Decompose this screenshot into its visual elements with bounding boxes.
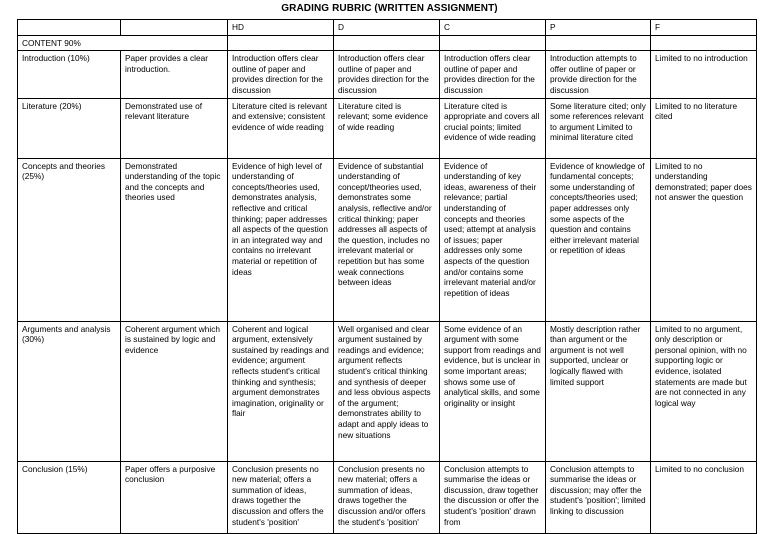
content-band-spacer-c [440, 35, 546, 51]
cell-p: Introduction attempts to offer outline of paper or provide direction for the discussion [546, 51, 651, 98]
cell-c: Literature cited is appropriate and covers all crucial points; limited evidence of wide reading [440, 98, 546, 158]
content-band-row [18, 35, 757, 51]
cell-p: Conclusion attempts to summarise the ideas or discussion; may offer the student's 'position'; limited linking to discussion [546, 461, 651, 533]
table-row [18, 98, 757, 158]
grading-rubric-table [17, 19, 757, 534]
criterion-description: Demonstrated use of relevant literature [121, 98, 228, 158]
criterion-description: Paper provides a clear introduction. [121, 51, 228, 98]
content-band-spacer-hd [228, 35, 334, 51]
cell-f: Limited to no conclusion [651, 461, 757, 533]
header-description-cell [121, 20, 228, 36]
column-header-d: D [334, 20, 440, 36]
content-band-spacer-f [651, 35, 757, 51]
cell-p: Evidence of knowledge of fundamental concepts; some understanding of concepts/theories used; paper addresses only some aspects of the question and contains either irrelevant material or repetition of ideas [546, 158, 651, 321]
cell-hd: Conclusion presents no new material; offers a summation of ideas, draws together the discussion and offers the student's 'position' [228, 461, 334, 533]
cell-c: Evidence of understanding of key ideas, awareness of their relevance; partial understanding of concepts and theories used; attempt at analysis of issues; paper addresses only some aspects of the question and/or contains some irrelevant material and/or repetition of ideas [440, 158, 546, 321]
column-header-p: P [546, 20, 651, 36]
content-band-spacer-p [546, 35, 651, 51]
cell-hd: Literature cited is relevant and extensive; consistent evidence of wide reading [228, 98, 334, 158]
cell-d: Literature cited is relevant; some evidence of wide reading [334, 98, 440, 158]
cell-d: Evidence of substantial understanding of concept/theories used, demonstrates some analysis, reflective and/or critical thinking; paper addresses all aspects of the question, includes no irrelevant material or repetition but has some weak connections between ideas [334, 158, 440, 321]
cell-f: Limited to no introduction [651, 51, 757, 98]
table-row [18, 321, 757, 461]
column-header-c: C [440, 20, 546, 36]
cell-c: Conclusion attempts to summarise the ideas or discussion, draw together the discussion or offer the student's 'position' drawn from [440, 461, 546, 533]
criterion-name: Conclusion (15%) [18, 461, 121, 533]
column-header-f: F [651, 20, 757, 36]
table-row [18, 158, 757, 321]
criterion-description: Paper offers a purposive conclusion [121, 461, 228, 533]
criterion-name: Arguments and analysis (30%) [18, 321, 121, 461]
cell-d: Introduction offers clear outline of paper and provides direction for the discussion [334, 51, 440, 98]
cell-f: Limited to no literature cited [651, 98, 757, 158]
cell-hd: Introduction offers clear outline of paper and provides direction for the discussion [228, 51, 334, 98]
column-header-hd: HD [228, 20, 334, 36]
criterion-description: Demonstrated understanding of the topic and the concepts and theories used [121, 158, 228, 321]
content-band-spacer-d [334, 35, 440, 51]
cell-f: Limited to no argument, only description or personal opinion, with no supporting logic or evidence, isolated statements are made but are not connected in any logical way [651, 321, 757, 461]
content-band-label: CONTENT 90% [18, 35, 228, 51]
cell-p: Mostly description rather than argument or the argument is not well supported, unclear or logically flawed with limited support [546, 321, 651, 461]
cell-c: Introduction offers clear outline of paper and provides direction for the discussion [440, 51, 546, 98]
header-criteria-cell [18, 20, 121, 36]
page-title: GRADING RUBRIC (WRITTEN ASSIGNMENT) [281, 3, 498, 14]
criterion-description: Coherent argument which is sustained by logic and evidence [121, 321, 228, 461]
criterion-name: Concepts and theories (25%) [18, 158, 121, 321]
criterion-name: Literature (20%) [18, 98, 121, 158]
criterion-name: Introduction (10%) [18, 51, 121, 98]
table-header-row [18, 20, 757, 36]
cell-p: Some literature cited; only some references relevant to argument Limited to minimal literature cited [546, 98, 651, 158]
cell-d: Conclusion presents no new material; offers a summation of ideas, draws together the discussion and/or offers the student's 'position' [334, 461, 440, 533]
cell-c: Some evidence of an argument with some support from readings and evidence, but is unclear in some important areas; shows some use of analytical skills, and some originality or insight [440, 321, 546, 461]
table-row [18, 51, 757, 98]
cell-hd: Coherent and logical argument, extensively sustained by readings and evidence; argument reflects student's critical thinking and synthesis; argument demonstrates imagination, originality or flair [228, 321, 334, 461]
cell-f: Limited to no understanding demonstrated; paper does not answer the question [651, 158, 757, 321]
cell-d: Well organised and clear argument sustained by readings and evidence; argument reflects student's critical thinking and synthesis of deeper and less obvious aspects of the argument; demonstrates ability to adapt and apply ideas to new situations [334, 321, 440, 461]
cell-hd: Evidence of high level of understanding of concepts/theories used, demonstrates analysis, reflective and critical thinking; paper addresses all aspects of the question in an integrated way and contains no irrelevant material or repetition of ideas [228, 158, 334, 321]
table-row [18, 461, 757, 533]
